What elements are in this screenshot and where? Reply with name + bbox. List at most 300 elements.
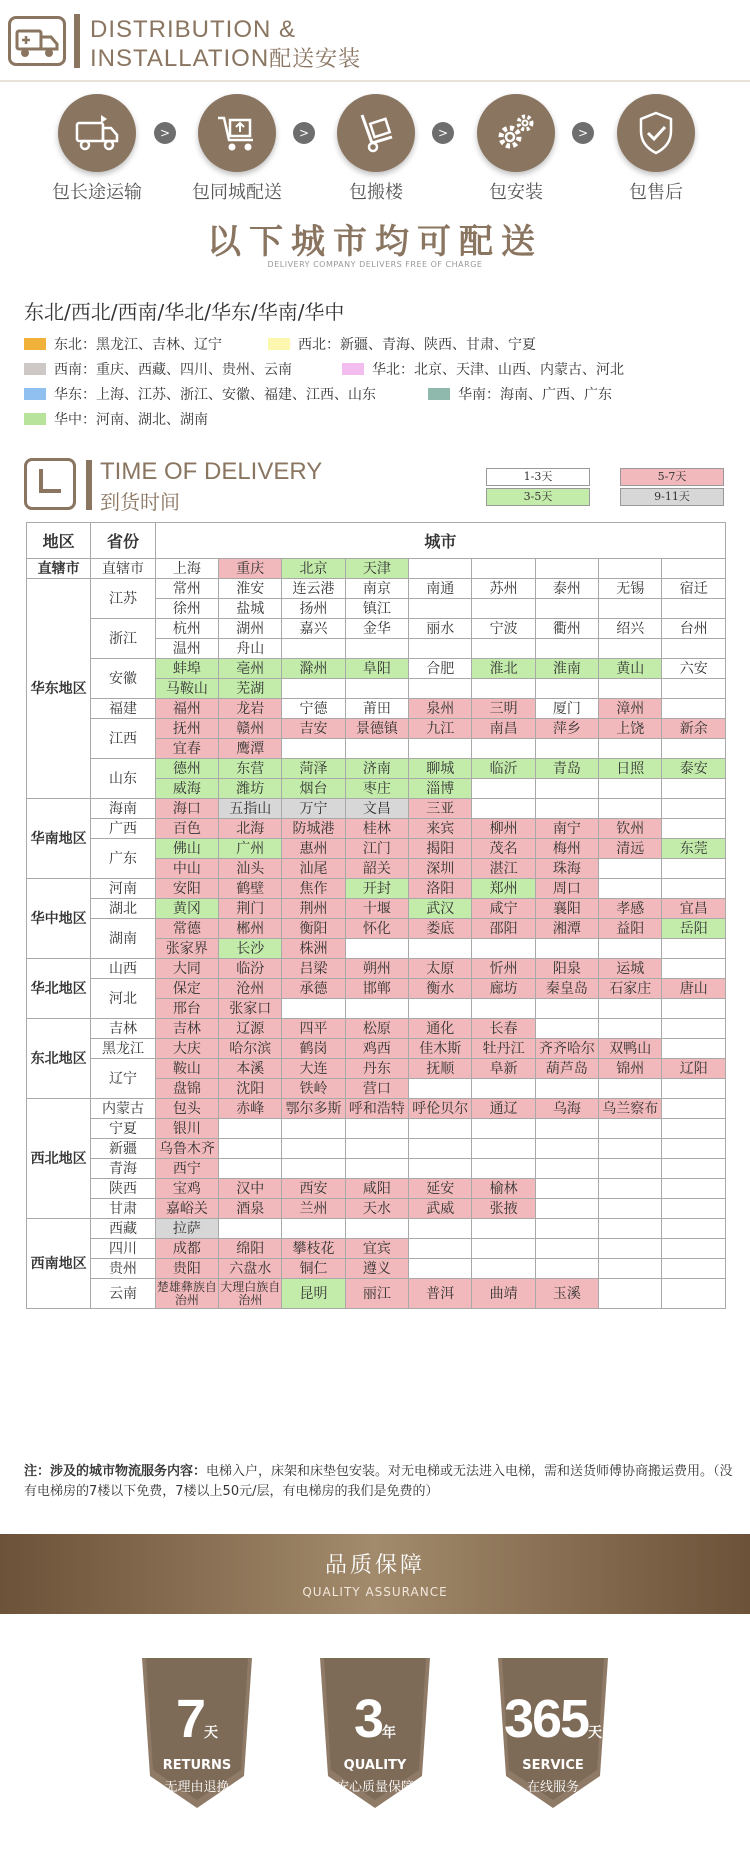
badge-en: QUALITY [343, 1758, 407, 1773]
city-cell: 滁州 [282, 659, 345, 679]
city-cell [662, 999, 726, 1019]
province-cell: 浙江 [91, 619, 155, 659]
city-cell [472, 599, 535, 619]
city-cell: 芜湖 [219, 679, 282, 699]
city-cell [535, 799, 598, 819]
city-cell: 菏泽 [282, 759, 345, 779]
city-cell: 拉萨 [155, 1219, 218, 1239]
step-long-distance [37, 94, 157, 204]
city-cell [472, 639, 535, 659]
region-swatch [24, 413, 46, 425]
city-cell: 临沂 [472, 759, 535, 779]
city-cell: 曲靖 [472, 1279, 535, 1309]
city-cell [472, 999, 535, 1019]
city-cell: 淮北 [472, 659, 535, 679]
city-cell: 忻州 [472, 959, 535, 979]
city-cell: 双鸭山 [599, 1039, 662, 1059]
city-cell: 台州 [662, 619, 726, 639]
region-text: 华中：河南、湖北、湖南 [54, 412, 208, 428]
table-row [27, 959, 726, 979]
city-cell [219, 1219, 282, 1239]
province-cell: 江苏 [91, 579, 155, 619]
region-cell: 东北地区 [27, 1019, 91, 1099]
city-cell: 六盘水 [219, 1259, 282, 1279]
step-label: 包搬楼 [349, 182, 403, 203]
city-cell: 银川 [155, 1119, 218, 1139]
truck-icon [15, 25, 61, 59]
cart-box-icon [198, 94, 276, 172]
city-cell: 北京 [282, 559, 345, 579]
city-cell: 延安 [409, 1179, 472, 1199]
city-cell: 徐州 [155, 599, 218, 619]
region-swatch [24, 388, 46, 400]
city-cell: 泉州 [409, 699, 472, 719]
city-cell: 哈尔滨 [219, 1039, 282, 1059]
city-cell: 吉林 [155, 1019, 218, 1039]
city-cell: 上饶 [599, 719, 662, 739]
arrow-icon: > [572, 122, 594, 144]
city-cell: 福州 [155, 699, 218, 719]
header-divider [74, 14, 80, 68]
province-cell: 广西 [91, 819, 155, 839]
city-cell: 大连 [282, 1059, 345, 1079]
province-cell: 山东 [91, 759, 155, 799]
city-cell [662, 819, 726, 839]
city-cell: 四平 [282, 1019, 345, 1039]
city-cell: 马鞍山 [155, 679, 218, 699]
city-cell: 淄博 [409, 779, 472, 799]
city-cell [282, 999, 345, 1019]
city-cell [662, 779, 726, 799]
city-cell: 酒泉 [219, 1199, 282, 1219]
city-cell: 昆明 [282, 1279, 345, 1309]
region-swatch [24, 338, 46, 350]
city-cell: 普洱 [409, 1279, 472, 1309]
province-cell: 河北 [91, 979, 155, 1019]
city-cell [535, 639, 598, 659]
city-cell [662, 859, 726, 879]
city-cell [472, 559, 535, 579]
city-cell: 常州 [155, 579, 218, 599]
city-cell: 温州 [155, 639, 218, 659]
city-cell: 南京 [345, 579, 408, 599]
region-cell: 西北地区 [27, 1099, 91, 1219]
city-cell: 绵阳 [219, 1239, 282, 1259]
city-cell [599, 1019, 662, 1039]
city-cell [472, 939, 535, 959]
city-cell: 吉安 [282, 719, 345, 739]
region-swatch [342, 363, 364, 375]
province-cell: 福建 [91, 699, 155, 719]
city-cell [662, 1039, 726, 1059]
city-cell: 鹤岗 [282, 1039, 345, 1059]
city-cell: 衡阳 [282, 919, 345, 939]
city-cell: 运城 [599, 959, 662, 979]
note-label: 注：涉及的城市物流服务内容： [24, 1464, 207, 1479]
truck-logo [8, 16, 66, 66]
city-cell [282, 1119, 345, 1139]
city-cell: 唐山 [662, 979, 726, 999]
city-cell: 中山 [155, 859, 218, 879]
city-cell [409, 1239, 472, 1259]
service-steps [0, 94, 750, 204]
city-cell: 成都 [155, 1239, 218, 1259]
city-cell: 黄冈 [155, 899, 218, 919]
province-cell: 广东 [91, 839, 155, 879]
city-cell [599, 1119, 662, 1139]
city-cell [535, 1179, 598, 1199]
region-text: 西北：新疆、青海、陕西、甘肃、宁夏 [298, 337, 536, 353]
city-cell: 亳州 [219, 659, 282, 679]
city-cell [472, 1159, 535, 1179]
badge-returns [132, 1658, 262, 1808]
city-cell: 呼伦贝尔 [409, 1099, 472, 1119]
delivery-van-icon [58, 94, 136, 172]
city-cell: 宜昌 [662, 899, 726, 919]
city-cell: 鸡西 [345, 1039, 408, 1059]
city-cell: 攀枝花 [282, 1239, 345, 1259]
city-cell: 周口 [535, 879, 598, 899]
city-cell [535, 1159, 598, 1179]
city-cell [599, 939, 662, 959]
city-cell: 丹东 [345, 1059, 408, 1079]
clock-icon [24, 458, 76, 510]
city-cell: 沧州 [219, 979, 282, 999]
province-cell: 安徽 [91, 659, 155, 699]
province-cell: 黑龙江 [91, 1039, 155, 1059]
city-cell: 乌兰察布 [599, 1099, 662, 1119]
header [0, 0, 750, 88]
region-swatch [428, 388, 450, 400]
city-cell: 邢台 [155, 999, 218, 1019]
step-carry-upstairs [316, 94, 436, 204]
city-cell: 鄂尔多斯 [282, 1099, 345, 1119]
city-cell: 辽源 [219, 1019, 282, 1039]
city-cell: 石家庄 [599, 979, 662, 999]
city-cell: 莆田 [345, 699, 408, 719]
city-cell: 齐齐哈尔 [535, 1039, 598, 1059]
city-cell [599, 879, 662, 899]
city-cell [345, 1219, 408, 1239]
city-cell: 合肥 [409, 659, 472, 679]
city-cell: 抚顺 [409, 1059, 472, 1079]
city-cell: 承德 [282, 979, 345, 999]
region-swatch [24, 363, 46, 375]
city-cell [472, 679, 535, 699]
city-cell [662, 1279, 726, 1309]
city-cell: 苏州 [472, 579, 535, 599]
region-legend-item [428, 384, 612, 404]
header-title-line2: INSTALLATION配送安装 [90, 45, 362, 72]
city-cell [662, 1139, 726, 1159]
city-cell [345, 999, 408, 1019]
city-cell: 西安 [282, 1179, 345, 1199]
badge-number: 365天 [503, 1689, 603, 1749]
step-label: 包安装 [489, 182, 543, 203]
table-row [27, 839, 726, 859]
city-cell [599, 1079, 662, 1099]
city-cell: 葫芦岛 [535, 1059, 598, 1079]
city-cell [472, 739, 535, 759]
delivery-table-wrap [26, 522, 726, 1309]
city-cell [409, 999, 472, 1019]
city-cell: 龙岩 [219, 699, 282, 719]
city-cell: 萍乡 [535, 719, 598, 739]
table-row [27, 719, 726, 739]
city-cell [535, 1019, 598, 1039]
badge-service [488, 1658, 618, 1808]
city-cell [345, 679, 408, 699]
header-province: 省份 [91, 523, 155, 559]
table-row [27, 1239, 726, 1259]
city-cell [662, 939, 726, 959]
badge-number: 3年 [353, 1689, 397, 1749]
city-cell: 日照 [599, 759, 662, 779]
city-cell [599, 1219, 662, 1239]
city-cell: 韶关 [345, 859, 408, 879]
city-cell: 广州 [219, 839, 282, 859]
province-cell: 四川 [91, 1239, 155, 1259]
city-cell [409, 1119, 472, 1139]
time-divider [86, 460, 92, 510]
step-label: 包长途运输 [52, 182, 142, 203]
city-cell: 鹰潭 [219, 739, 282, 759]
header-title-line1: DISTRIBUTION & [90, 16, 297, 43]
city-cell: 梅州 [535, 839, 598, 859]
city-cell: 天水 [345, 1199, 408, 1219]
city-cell [599, 1179, 662, 1199]
service-note [24, 1462, 734, 1502]
city-cell: 张掖 [472, 1199, 535, 1219]
city-cell: 郴州 [219, 919, 282, 939]
table-row [27, 759, 726, 779]
province-cell: 云南 [91, 1279, 155, 1309]
table-body [27, 559, 726, 1309]
city-cell [535, 999, 598, 1019]
city-cell: 长沙 [219, 939, 282, 959]
city-cell: 海口 [155, 799, 218, 819]
city-cell [409, 1219, 472, 1239]
city-cell: 金华 [345, 619, 408, 639]
city-cell: 南昌 [472, 719, 535, 739]
city-cell: 怀化 [345, 919, 408, 939]
table-row [27, 659, 726, 679]
city-cell [599, 599, 662, 619]
city-cell: 松原 [345, 1019, 408, 1039]
city-cell: 邵阳 [472, 919, 535, 939]
city-cell [282, 739, 345, 759]
city-cell: 南宁 [535, 819, 598, 839]
city-cell [472, 1079, 535, 1099]
city-cell: 咸阳 [345, 1179, 408, 1199]
city-cell: 秦皇岛 [535, 979, 598, 999]
city-cell [535, 1139, 598, 1159]
province-cell: 湖南 [91, 919, 155, 959]
city-cell: 东营 [219, 759, 282, 779]
city-cell: 万宁 [282, 799, 345, 819]
province-cell: 西藏 [91, 1219, 155, 1239]
city-cell [662, 599, 726, 619]
city-cell: 泰安 [662, 759, 726, 779]
table-row [27, 1219, 726, 1239]
city-cell: 朔州 [345, 959, 408, 979]
city-cell: 佛山 [155, 839, 218, 859]
cities-subtitle: DELIVERY COMPANY DELIVERS FREE OF CHARGE [267, 260, 483, 269]
table-row [27, 1199, 726, 1219]
region-legend-item [24, 334, 222, 354]
region-text: 华东：上海、江苏、浙江、安徽、福建、江西、山东 [54, 387, 376, 403]
city-cell [472, 1119, 535, 1139]
city-cell: 南通 [409, 579, 472, 599]
region-cell: 华北地区 [27, 959, 91, 1019]
city-cell [282, 1139, 345, 1159]
table-row [27, 699, 726, 719]
gears-icon [477, 94, 555, 172]
region-legend-item [24, 359, 292, 379]
city-cell [599, 1239, 662, 1259]
city-cell: 大同 [155, 959, 218, 979]
city-cell: 柳州 [472, 819, 535, 839]
province-cell: 陕西 [91, 1179, 155, 1199]
city-cell: 张家口 [219, 999, 282, 1019]
city-cell [599, 779, 662, 799]
city-cell: 盘锦 [155, 1079, 218, 1099]
city-cell [535, 939, 598, 959]
city-cell: 呼和浩特 [345, 1099, 408, 1119]
province-cell: 江西 [91, 719, 155, 759]
table-row [27, 1259, 726, 1279]
delivery-table [26, 522, 726, 1309]
city-cell [599, 1159, 662, 1179]
province-cell: 贵州 [91, 1259, 155, 1279]
city-cell: 洛阳 [409, 879, 472, 899]
city-cell: 常德 [155, 919, 218, 939]
city-cell [282, 639, 345, 659]
badge-number: 7天 [175, 1689, 219, 1749]
city-cell [409, 559, 472, 579]
city-cell: 榆林 [472, 1179, 535, 1199]
region-cell: 华中地区 [27, 879, 91, 959]
region-cell: 西南地区 [27, 1219, 91, 1309]
legend-9-11: 9-11天 [620, 488, 724, 506]
region-text: 西南：重庆、西藏、四川、贵州、云南 [54, 362, 292, 378]
city-cell: 大庆 [155, 1039, 218, 1059]
region-swatch [268, 338, 290, 350]
city-cell: 开封 [345, 879, 408, 899]
city-cell [662, 559, 726, 579]
city-cell: 景德镇 [345, 719, 408, 739]
city-cell [662, 639, 726, 659]
city-cell [599, 1279, 662, 1309]
time-title-cn: 到货时间 [100, 490, 180, 514]
table-row [27, 1119, 726, 1139]
city-cell: 舟山 [219, 639, 282, 659]
table-row [27, 579, 726, 599]
city-cell: 丽水 [409, 619, 472, 639]
city-cell: 赣州 [219, 719, 282, 739]
badge-en: SERVICE [522, 1758, 584, 1773]
city-cell [662, 1019, 726, 1039]
city-cell: 钦州 [599, 819, 662, 839]
province-cell: 内蒙古 [91, 1099, 155, 1119]
city-cell: 绍兴 [599, 619, 662, 639]
city-cell [472, 779, 535, 799]
city-cell: 蚌埠 [155, 659, 218, 679]
table-row [27, 899, 726, 919]
city-cell: 嘉兴 [282, 619, 345, 639]
city-cell: 临汾 [219, 959, 282, 979]
city-cell: 惠州 [282, 839, 345, 859]
city-cell [345, 739, 408, 759]
city-cell [662, 1219, 726, 1239]
legend-1-3: 1-3天 [486, 468, 590, 486]
city-cell [535, 779, 598, 799]
city-cell [662, 1119, 726, 1139]
city-cell: 乌鲁木齐 [155, 1139, 218, 1159]
city-cell [599, 559, 662, 579]
badge-cn: 无理由退换 [164, 1780, 230, 1795]
step-label: 包售后 [629, 182, 683, 203]
city-cell [662, 699, 726, 719]
city-cell [535, 1199, 598, 1219]
table-row [27, 1279, 726, 1309]
table-row [27, 1059, 726, 1079]
time-title-en: TIME OF DELIVERY [100, 458, 323, 485]
city-cell: 盐城 [219, 599, 282, 619]
cities-title: 以下城市均可配送 [207, 222, 543, 262]
table-row [27, 619, 726, 639]
city-cell: 宜宾 [345, 1239, 408, 1259]
province-cell: 宁夏 [91, 1119, 155, 1139]
city-cell: 张家界 [155, 939, 218, 959]
legend-3-5: 3-5天 [486, 488, 590, 506]
hand-truck-icon [337, 94, 415, 172]
city-cell: 德州 [155, 759, 218, 779]
city-cell: 聊城 [409, 759, 472, 779]
city-cell: 牡丹江 [472, 1039, 535, 1059]
quality-subtitle: QUALITY ASSURANCE [302, 1585, 448, 1599]
province-cell: 湖北 [91, 899, 155, 919]
city-cell [535, 1079, 598, 1099]
table-row [27, 879, 726, 899]
region-legend-item [24, 384, 376, 404]
city-cell [599, 1259, 662, 1279]
arrow-icon: > [432, 122, 454, 144]
city-cell [345, 1139, 408, 1159]
note-text: 电梯入户，床架和床垫包安装。对无电梯或无法进入电梯，需和送货师傅协商搬运费用。（没有电梯房的7楼以下免费，7楼以上50元/层，有电梯房的我们是免费的） [24, 1464, 733, 1499]
badge-en: RETURNS [162, 1758, 232, 1773]
city-cell: 包头 [155, 1099, 218, 1119]
city-cell [662, 1199, 726, 1219]
arrow-icon: > [293, 122, 315, 144]
city-cell: 铜仁 [282, 1259, 345, 1279]
city-cell: 邯郸 [345, 979, 408, 999]
badge-cn: 在线服务 [526, 1780, 579, 1795]
table-row [27, 559, 726, 579]
city-cell: 遵义 [345, 1259, 408, 1279]
city-cell: 大理白族自治州 [220, 1279, 281, 1307]
city-cell: 通辽 [472, 1099, 535, 1119]
city-cell: 文昌 [345, 799, 408, 819]
city-cell: 三亚 [409, 799, 472, 819]
city-cell [282, 1159, 345, 1179]
province-cell: 青海 [91, 1159, 155, 1179]
city-cell: 江门 [345, 839, 408, 859]
city-cell: 辽阳 [662, 1059, 726, 1079]
city-cell: 咸宁 [472, 899, 535, 919]
city-cell: 潍坊 [219, 779, 282, 799]
city-cell [662, 1079, 726, 1099]
